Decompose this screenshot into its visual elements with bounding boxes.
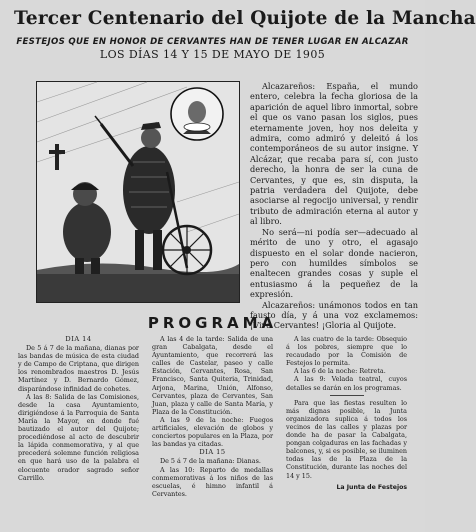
program-paragraph: A las 9 de la noche: Fuegos artificiales, elevación de globos y conciertos populares en la Plaza, por las bandas ya citadas. bbox=[152, 415, 273, 449]
section-divider bbox=[330, 395, 364, 396]
day-heading: DIA 14 bbox=[65, 335, 92, 343]
signature: La Junta de Festejos bbox=[336, 483, 407, 491]
program-columns bbox=[14, 335, 411, 498]
program-column-1 bbox=[18, 335, 139, 498]
poster-subtitle: FESTEJOS QUE EN HONOR DE CERVANTES HAN DE TENER LUGAR EN ALCAZAR bbox=[16, 37, 409, 47]
program-column-2 bbox=[152, 335, 273, 498]
day-heading: DIA 15 bbox=[199, 448, 226, 457]
program-paragraph: De 5 á 7 de la mañana, dianas por las bandas de música de esta ciudad y de Campo de Criptana, que dirigen los renombrados maestros D. Jesús Martínez y D. Bernardo Gómez, disparándose infinidad de cohetes. bbox=[18, 344, 139, 393]
poster-title: Tercer Centenario del Quijote de la Mancha bbox=[14, 8, 476, 29]
program-paragraph: A las 4 de la tarde: Salida de una gran Cabalgata, desde el Ayuntamiento, que recorrerá las calles de Castelar, paseo y calle Estación, Cervantes, Rosa, San Francisco, Santa Quiteria, Trinidad, Arjona, Marina, Unión, Alfonso, Cervantes, plaza de Cervantes, San Juan, plaza y calle de Santa María, y Plaza de la Constitución. bbox=[152, 335, 273, 416]
event-dates: LOS DÍAS 14 Y 15 DE MAYO DE 1905 bbox=[99, 48, 326, 61]
quijote-engraving bbox=[36, 81, 240, 303]
program-paragraph: A las 6 de la noche: Retreta. bbox=[294, 367, 386, 376]
programa-heading: PROGRAMA bbox=[147, 314, 278, 332]
program-paragraph: A las 10: Reparto de medallas conmemorativas á los niños de las escuelas, é himno infantil á Cervantes. bbox=[152, 465, 273, 498]
intro-text bbox=[250, 81, 418, 331]
program-paragraph: A las cuatro de la tarde: Obsequio á los pobres, siempre que lo recaudado por la Comisión de Festejos lo permita. bbox=[286, 335, 407, 368]
program-paragraph: De 5 á 7 de la mañana: Dianas. bbox=[160, 457, 261, 466]
program-paragraph: A las 9: Velada teatral, cuyos detalles se darán en los programas. bbox=[286, 375, 407, 392]
program-paragraph: A las 8: Salida de las Comisiones, desde la casa Ayuntamiento, dirigiéndose á la Parroquia de Santa María la Mayor, en donde fué bautizado el autor del Quijote; procediéndose al acto de descubrir la lápida conmemorativa, y al que precederá solemne función religiosa en que hará uso de la palabra el elocuente orador sagrado señor Carrillo. bbox=[18, 392, 139, 482]
intro-paragraph: No será—ni podía ser—adecuado al mérito de uno y otro, el agasajo dispuesto en el solar donde nacieron, pero con humildes símbolos se enaltecen grandes cosas y suple el entusiasmo á la pequeñez de la expresión. bbox=[250, 226, 418, 300]
program-column-3 bbox=[286, 335, 407, 498]
program-paragraph: Para que las fiestas resulten lo más dignas posible, la Junta organizadora suplica á todos los vecinos de las calles y plazas por donde ha de pasar la Cabalgata, pongan colgaduras en las fachadas y balcones, y, si es posible, se iluminen todas las de la Plaza de la Constitución, durante las noches del 14 y 15. bbox=[286, 398, 407, 480]
intro-paragraph: Alcazareños: unámonos todos en tan fausto día, y á una voz exclamemos: ¡Viva Cervantes! ¡Gloria al Quijote. bbox=[250, 299, 418, 331]
quijote-engraving-illustration bbox=[37, 82, 239, 302]
intro-paragraph: Alcazareños: España, el mundo entero, celebra la fecha gloriosa de la aparición de aquel libro inmortal, sobre el que os vano pasan los siglos, pues eternamente joven, hoy nos deleita y admira, como admiró y deleitó á los contemporáneos de su autor insigne. Y Alcázar, que recaba para sí, con justo derecho, la honra de ser la cuna de Cervantes, y que es, sin disputa, la patria verdadera del Quijote, debe asociarse al regocijo universal, y rendir tributo de admiración eterna al autor y al libro. bbox=[250, 81, 418, 227]
